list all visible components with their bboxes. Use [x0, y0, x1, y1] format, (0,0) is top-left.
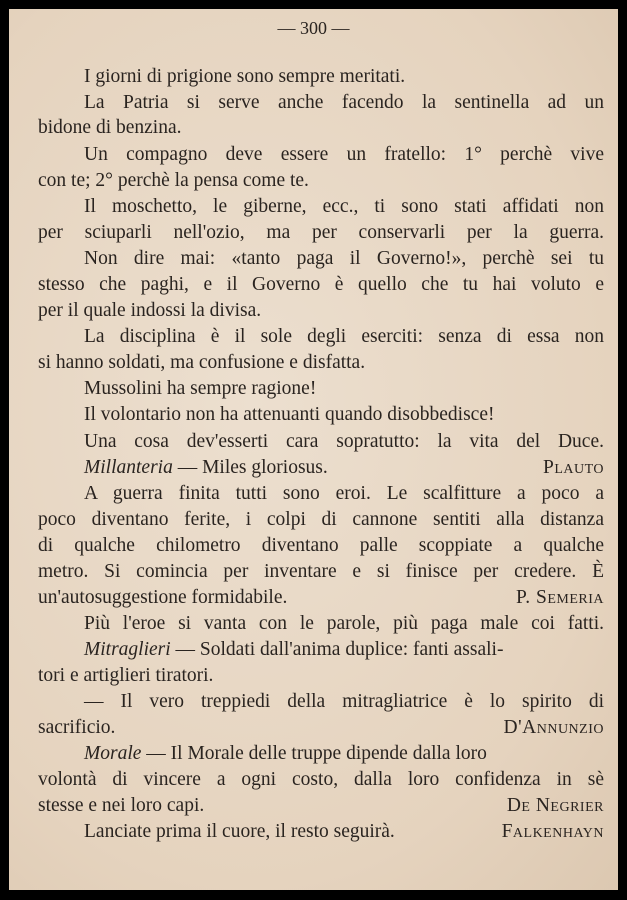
author-name: Falkenhayn: [501, 821, 604, 842]
entry-term: Morale: [84, 743, 142, 764]
text-line: Una cosa dev'esserti cara sopratutto: la vita del Duce.: [84, 431, 604, 452]
text-line: Più l'eroe si vanta con le parole, più paga male coi fatti.: [84, 613, 604, 634]
text-line: stesso che paghi, e il Governo è quello che tu hai voluto e: [38, 274, 604, 295]
text-line: metro. Si comincia per inventare e si finisce per credere. È: [38, 561, 604, 582]
author-name: De Negrier: [506, 795, 604, 816]
text-fragment: stesse e nei loro capi.: [38, 795, 205, 816]
entry-term: Millanteria: [84, 457, 173, 478]
book-page: [9, 9, 618, 890]
attributed-line: [38, 819, 604, 845]
author-name: P. Semeria: [516, 587, 604, 608]
text-fragment: un'autosuggestione formidabile.: [38, 587, 288, 608]
text-line: con te; 2° perchè la pensa come te.: [38, 170, 309, 191]
text-fragment: sacrificio.: [38, 717, 116, 738]
attributed-line: [38, 793, 604, 819]
entry-text: — Soldati dall'anima duplice: fanti assali-: [175, 639, 504, 660]
text-line: poco diventano ferite, i colpi di cannone sentiti alla distanza: [38, 509, 604, 530]
text-line: Il moschetto, le giberne, ecc., ti sono stati affidati non: [84, 196, 604, 217]
text-line: di qualche chilometro diventano palle scoppiate a qualche: [38, 535, 604, 556]
attributed-line: [38, 715, 604, 741]
author-name: D'Annunzio: [503, 717, 604, 738]
text-line: bidone di benzina.: [38, 117, 182, 138]
entry-text: — Miles gloriosus.: [177, 457, 328, 478]
text-line: Il volontario non ha attenuanti quando disobbedisce!: [84, 404, 495, 425]
entry-mitraglieri: [38, 637, 604, 663]
text-line: per il quale indossi la divisa.: [38, 300, 262, 321]
text-line: Non dire mai: «tanto paga il Governo!», perchè sei tu: [84, 248, 604, 269]
text-line: per sciuparli nell'ozio, ma per conservarli per la guerra.: [38, 222, 604, 243]
text-line: A guerra finita tutti sono eroi. Le scalfitture a poco a: [84, 483, 604, 504]
entry-term: Mitraglieri: [84, 639, 171, 660]
text-line: volontà di vincere a ogni costo, dalla loro confidenza in sè: [38, 769, 604, 790]
text-line: — Il vero treppiedi della mitragliatrice è lo spirito di: [84, 691, 604, 712]
text-line: La Patria si serve anche facendo la sentinella ad un: [84, 92, 604, 113]
attributed-line: [38, 585, 604, 611]
text-line: tori e artiglieri tiratori.: [38, 665, 214, 686]
author-name: Plauto: [542, 457, 604, 478]
entry-text: — Il Morale delle truppe dipende dalla loro: [146, 743, 487, 764]
page-number: — 300 —: [277, 18, 350, 38]
text-line: La disciplina è il sole degli eserciti: senza di essa non: [84, 326, 604, 347]
text-line: I giorni di prigione sono sempre meritati.: [84, 66, 406, 87]
entry-morale: [38, 741, 604, 767]
text-line: Mussolini ha sempre ragione!: [84, 378, 317, 399]
entry-millanteria: [38, 455, 604, 481]
text-fragment: Lanciate prima il cuore, il resto seguirà.: [84, 821, 395, 842]
text-line: si hanno soldati, ma confusione e disfatta.: [38, 352, 366, 373]
text-line: Un compagno deve essere un fratello: 1° perchè vive: [84, 144, 604, 165]
